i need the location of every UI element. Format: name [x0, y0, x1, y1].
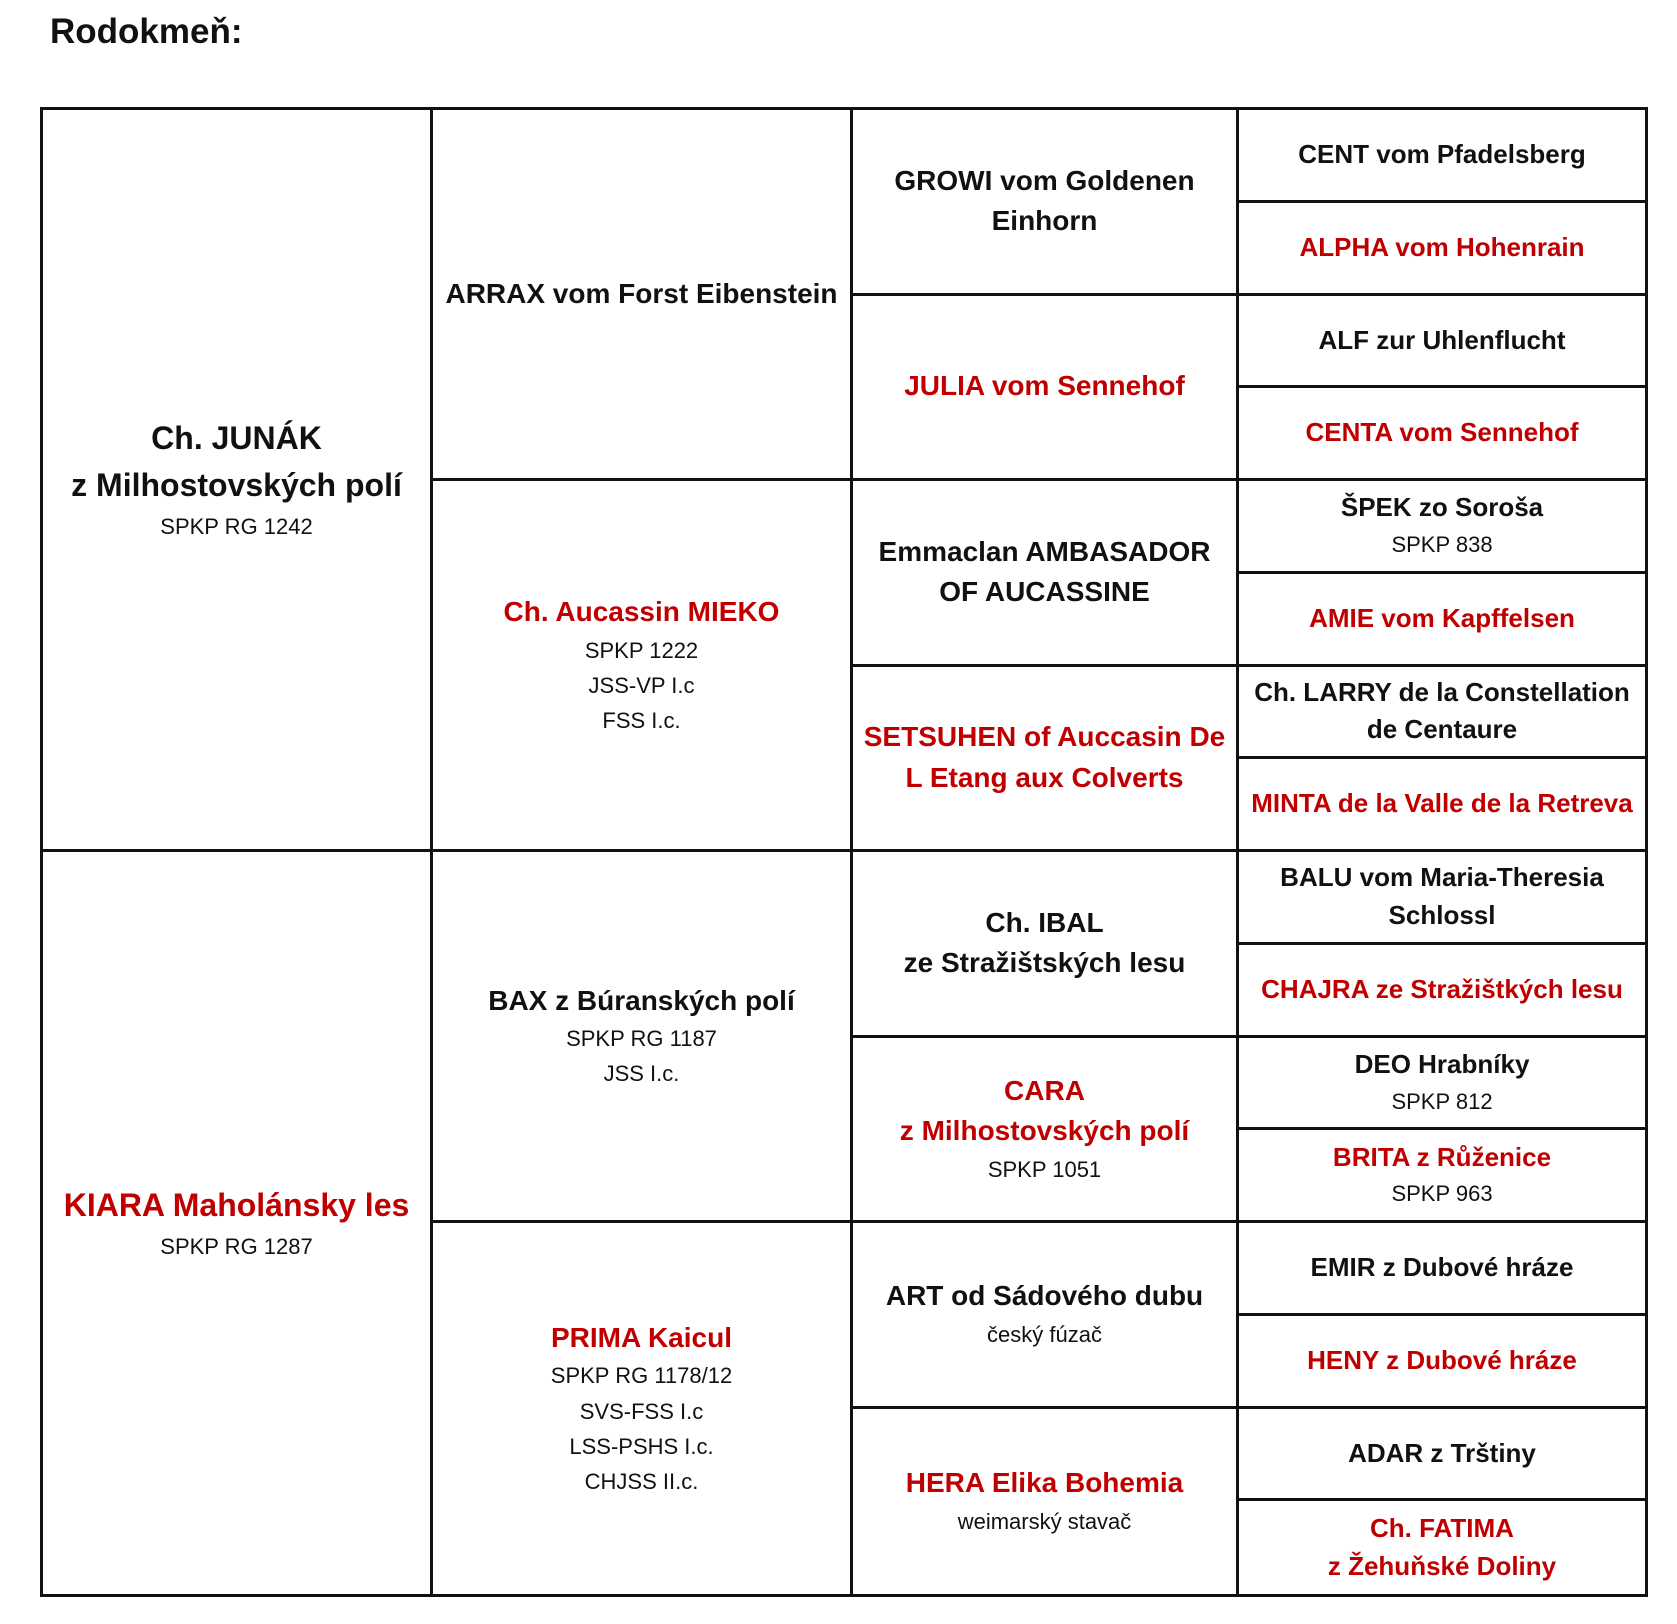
ancestor-name: ARRAX vom Forst Eibenstein	[445, 277, 838, 309]
pedigree-gen3-ancestor-5	[853, 852, 1239, 1038]
ancestor-detail: FSS I.c.	[602, 707, 681, 733]
pedigree-gen4-ancestor-11	[1239, 1038, 1645, 1131]
pedigree-gen4-ancestor-3	[1239, 296, 1645, 389]
pedigree-gen4-ancestor-4	[1239, 388, 1645, 481]
ancestor-name: HENY z Dubové hráze	[1307, 1344, 1577, 1375]
pedigree-gen4-ancestor-1	[1239, 110, 1645, 203]
pedigree-gen4-ancestor-2	[1239, 203, 1645, 296]
ancestor-detail: SPKP 838	[1391, 532, 1493, 558]
pedigree-gen3-ancestor-1	[853, 110, 1239, 296]
ancestor-detail: SPKP 1222	[584, 637, 699, 663]
ancestor-name: Ch. Aucassin MIEKO	[503, 595, 780, 627]
pedigree-gen4-ancestor-7	[1239, 667, 1645, 760]
ancestor-name: Ch. IBAL ze Stražištských lesu	[903, 906, 1186, 979]
ancestor-name: CARA z Milhostovských polí	[899, 1074, 1190, 1147]
pedigree-gen4-ancestor-10	[1239, 945, 1645, 1038]
pedigree-gen1-ancestor-1	[43, 110, 433, 852]
pedigree-gen2-ancestor-2	[433, 481, 853, 852]
pedigree-gen3-ancestor-6	[853, 1038, 1239, 1224]
page-title: Rodokmeň:	[50, 12, 243, 51]
ancestor-detail: český fúzač	[987, 1321, 1102, 1347]
ancestor-detail: SPKP 1051	[987, 1156, 1102, 1182]
ancestor-detail: CHJSS II.c.	[584, 1468, 699, 1494]
ancestor-name: JULIA vom Sennehof	[904, 370, 1185, 402]
ancestor-name: SETSUHEN of Auccasin De L Etang aux Colverts	[863, 721, 1226, 793]
pedigree-table	[40, 107, 1648, 1597]
ancestor-name: CENTA vom Sennehof	[1305, 417, 1579, 448]
pedigree-gen1-ancestor-2	[43, 852, 433, 1594]
pedigree-gen4-ancestor-12	[1239, 1130, 1645, 1223]
ancestor-name: AMIE vom Kapffelsen	[1309, 602, 1575, 633]
pedigree-gen3-ancestor-7	[853, 1223, 1239, 1409]
ancestor-name: Ch. JUNÁK z Milhostovských polí	[71, 419, 402, 503]
ancestor-name: CENT vom Pfadelsberg	[1298, 139, 1586, 170]
pedigree-gen4-ancestor-6	[1239, 574, 1645, 667]
pedigree-gen4-ancestor-14	[1239, 1316, 1645, 1409]
ancestor-name: ALPHA vom Hohenrain	[1299, 231, 1585, 262]
pedigree-gen4-ancestor-15	[1239, 1409, 1645, 1502]
ancestor-name: KIARA Maholánsky les	[63, 1186, 410, 1223]
ancestor-name: Emmaclan AMBASADOR OF AUCASSINE	[878, 535, 1211, 608]
ancestor-detail: LSS-PSHS I.c.	[569, 1433, 714, 1459]
ancestor-name: PRIMA Kaicul	[551, 1321, 732, 1353]
ancestor-name: MINTA de la Valle de la Retreva	[1251, 788, 1633, 819]
ancestor-name: GROWI vom Goldenen Einhorn	[894, 164, 1195, 237]
ancestor-name: ŠPEK zo Soroša	[1340, 492, 1544, 523]
ancestor-detail: SPKP 812	[1391, 1088, 1493, 1114]
ancestor-name: Ch. FATIMA z Žehuňské Doliny	[1327, 1512, 1557, 1581]
pedigree-gen2-ancestor-3	[433, 852, 853, 1223]
ancestor-detail: SPKP RG 1287	[160, 1234, 313, 1260]
pedigree-gen4-ancestor-8	[1239, 759, 1645, 852]
ancestor-detail: JSS I.c.	[603, 1061, 680, 1087]
ancestor-name: ALF zur Uhlenflucht	[1318, 324, 1566, 355]
pedigree-gen4-ancestor-13	[1239, 1223, 1645, 1316]
pedigree-gen3-ancestor-4	[853, 667, 1239, 853]
ancestor-detail: SVS-FSS I.c	[579, 1398, 704, 1424]
ancestor-detail: JSS-VP I.c	[588, 672, 695, 698]
ancestor-name: CHAJRA ze Stražištkých lesu	[1261, 973, 1623, 1004]
ancestor-name: BRITA z Růženice	[1332, 1141, 1552, 1172]
ancestor-detail: SPKP RG 1242	[160, 514, 313, 540]
ancestor-name: HERA Elika Bohemia	[905, 1467, 1184, 1499]
ancestor-name: BALU vom Maria-Theresia Schlossl	[1280, 862, 1604, 930]
ancestor-detail: SPKP RG 1178/12	[550, 1363, 733, 1389]
pedigree-gen3-ancestor-2	[853, 296, 1239, 482]
ancestor-name: ART od Sádového dubu	[885, 1280, 1204, 1312]
ancestor-name: ADAR z Trštiny	[1348, 1437, 1536, 1468]
ancestor-detail: SPKP 963	[1391, 1181, 1493, 1207]
pedigree-gen3-ancestor-8	[853, 1409, 1239, 1595]
ancestor-name: EMIR z Dubové hráze	[1310, 1252, 1574, 1283]
pedigree-gen3-ancestor-3	[853, 481, 1239, 667]
ancestor-detail: weimarský stavač	[957, 1508, 1132, 1534]
pedigree-gen2-ancestor-1	[433, 110, 853, 481]
pedigree-gen4-ancestor-9	[1239, 852, 1645, 945]
ancestor-name: BAX z Búranských polí	[488, 984, 795, 1016]
ancestor-detail: SPKP RG 1187	[566, 1026, 717, 1052]
pedigree-gen2-ancestor-4	[433, 1223, 853, 1594]
ancestor-name: Ch. LARRY de la Constellation de Centaure	[1254, 676, 1630, 745]
pedigree-gen4-ancestor-16	[1239, 1501, 1645, 1594]
pedigree-gen4-ancestor-5	[1239, 481, 1645, 574]
ancestor-name: DEO Hrabníky	[1354, 1048, 1530, 1079]
